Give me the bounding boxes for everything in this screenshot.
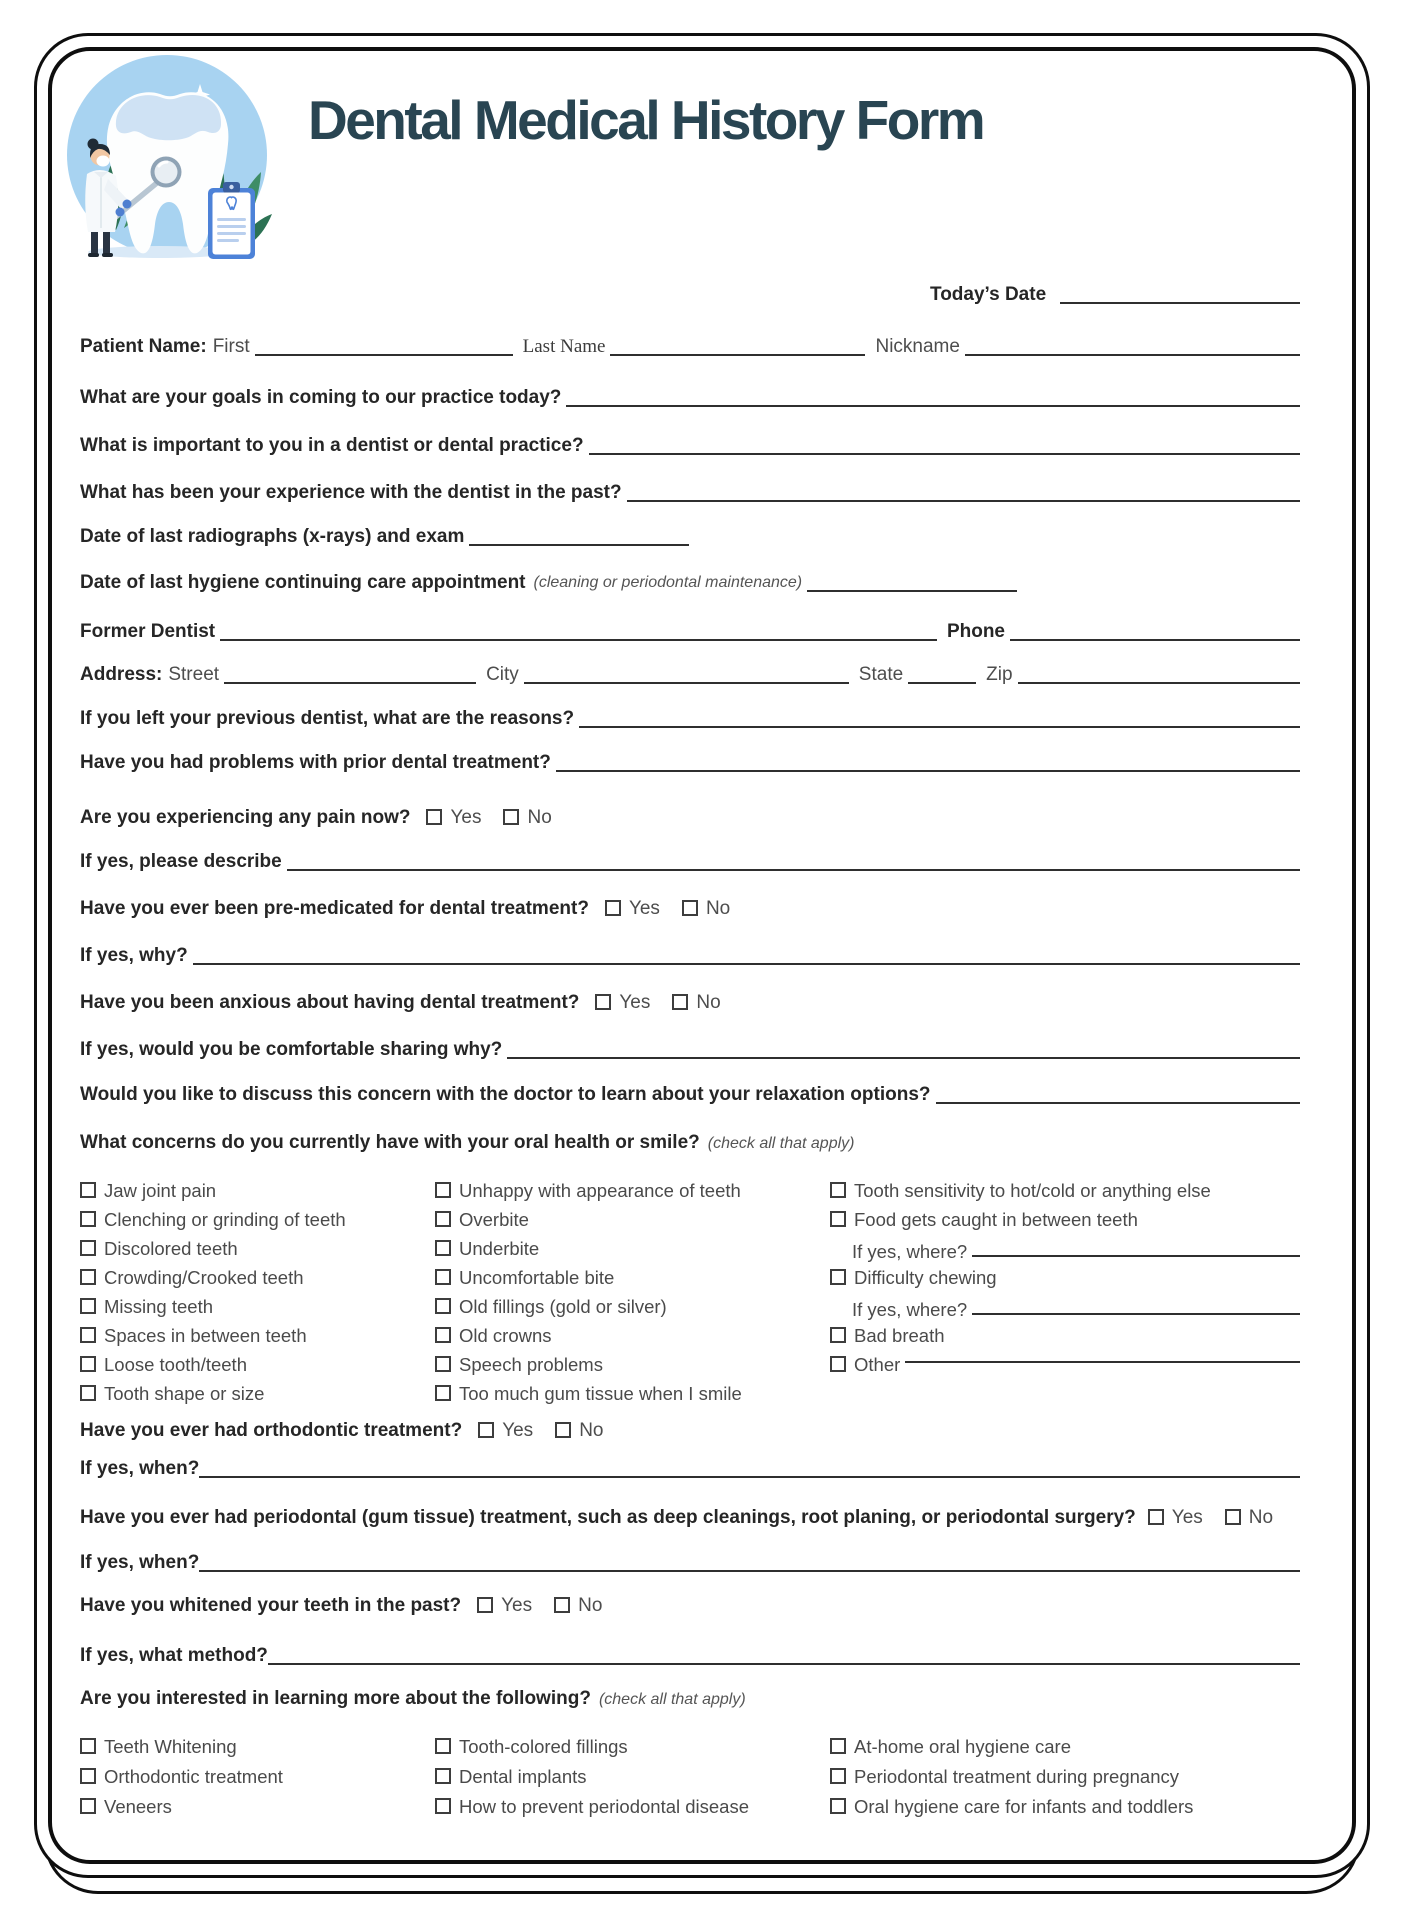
pain-no-option[interactable]: No: [503, 806, 551, 830]
phone-label: Phone: [946, 621, 1005, 642]
left-reasons-field[interactable]: [579, 725, 1300, 728]
concerns-column-2: [435, 1176, 830, 1408]
no-checkbox[interactable]: [1225, 1509, 1241, 1525]
anxious-label: Have you been anxious about having dental treatment?: [80, 992, 580, 1013]
state-label: State: [858, 664, 904, 685]
concern-checkbox[interactable]: [435, 1385, 451, 1401]
anxious-why-field[interactable]: [507, 1056, 1300, 1059]
patient-name-label: Patient Name:: [80, 336, 207, 357]
interest-item: [830, 1732, 1300, 1762]
interest-label: Veneers: [104, 1796, 172, 1817]
orthodontic-label: Have you ever had orthodontic treatment?: [80, 1420, 463, 1441]
no-checkbox[interactable]: [682, 900, 698, 916]
concern-checkbox[interactable]: [80, 1182, 96, 1198]
yes-checkbox[interactable]: [477, 1597, 493, 1613]
concern-label: Speech problems: [459, 1353, 603, 1375]
concern-label: Underbite: [459, 1237, 540, 1259]
prior-problems-field[interactable]: [556, 769, 1300, 772]
concerns-note: (check all that apply): [707, 1135, 855, 1152]
perio-yes-option[interactable]: Yes: [1148, 1506, 1203, 1530]
interested-note: (check all that apply): [598, 1691, 746, 1708]
interest-item: [80, 1762, 435, 1792]
relaxation-row: [80, 1083, 1300, 1107]
relaxation-label: Would you like to discuss this concern with the doctor to learn about your relaxation options?: [80, 1084, 931, 1105]
where-field[interactable]: [972, 1312, 1300, 1315]
interest-checkbox[interactable]: [830, 1768, 846, 1784]
periodontal-label: Have you ever had periodontal (gum tissue) treatment, such as deep cleanings, root planing, or periodontal surgery?: [80, 1507, 1136, 1528]
concern-checkbox[interactable]: [80, 1298, 96, 1314]
concern-checkbox[interactable]: [830, 1356, 846, 1372]
concern-label: Tooth shape or size: [104, 1382, 265, 1404]
concern-item-other: [830, 1350, 1300, 1379]
concern-label: Unhappy with appearance of teeth: [459, 1179, 741, 1201]
premed-no-option[interactable]: No: [682, 897, 730, 921]
goals-field[interactable]: [566, 404, 1300, 407]
zip-label: Zip: [986, 664, 1013, 685]
anxious-row: [80, 991, 1300, 1015]
concern-item: [435, 1176, 830, 1205]
whiten-method-label: If yes, what method?: [80, 1645, 268, 1666]
concern-label: Crowding/Crooked teeth: [104, 1266, 304, 1288]
yes-checkbox[interactable]: [595, 994, 611, 1010]
concern-checkbox[interactable]: [80, 1327, 96, 1343]
no-checkbox[interactable]: [672, 994, 688, 1010]
interest-label: Periodontal treatment during pregnancy: [854, 1766, 1179, 1787]
interest-checkbox[interactable]: [80, 1768, 96, 1784]
hygiene-note: (cleaning or periodontal maintenance): [533, 574, 803, 591]
city-field[interactable]: [524, 681, 849, 684]
dentist-illustration: [50, 52, 287, 262]
interest-label: At-home oral hygiene care: [854, 1736, 1071, 1757]
whitened-yes-option[interactable]: Yes: [477, 1594, 532, 1618]
hygiene-field[interactable]: [807, 589, 1017, 592]
premed-why-row: [80, 944, 1300, 968]
interested-heading: Are you interested in learning more about the following?: [80, 1688, 591, 1709]
interest-checkbox[interactable]: [830, 1798, 846, 1814]
interested-heading-row: [80, 1687, 1300, 1712]
no-checkbox[interactable]: [555, 1422, 571, 1438]
whitened-label: Have you whitened your teeth in the past?: [80, 1595, 462, 1616]
orthodontic-row: [80, 1419, 1300, 1443]
concerns-grid: [80, 1176, 1300, 1408]
goals-row: [80, 386, 1300, 410]
interest-checkbox[interactable]: [435, 1798, 451, 1814]
interest-item: [435, 1792, 830, 1822]
concern-checkbox[interactable]: [435, 1211, 451, 1227]
concern-label: Other: [854, 1353, 901, 1375]
concerns-heading: What concerns do you currently have with your oral health or smile?: [80, 1132, 700, 1153]
prior-problems-label: Have you had problems with prior dental treatment?: [80, 752, 551, 773]
experience-label: What has been your experience with the dentist in the past?: [80, 482, 622, 503]
clipboard-icon: [208, 182, 255, 259]
left-reasons-row: [80, 707, 1300, 731]
todays-date-field[interactable]: [1060, 301, 1300, 304]
yes-checkbox[interactable]: [1148, 1509, 1164, 1525]
interest-checkbox[interactable]: [435, 1738, 451, 1754]
interested-column-3: [830, 1732, 1300, 1822]
interest-item: [80, 1792, 435, 1822]
last-name-field[interactable]: [610, 353, 865, 356]
interest-checkbox[interactable]: [80, 1798, 96, 1814]
concern-checkbox[interactable]: [80, 1356, 96, 1372]
first-name-label: First: [212, 336, 250, 357]
former-dentist-label: Former Dentist: [80, 621, 216, 642]
interest-item: [435, 1732, 830, 1762]
pain-now-row: [80, 806, 1300, 830]
whitened-row: [80, 1594, 1300, 1618]
concern-label: Difficulty chewing: [854, 1266, 997, 1288]
concern-item: [80, 1350, 435, 1379]
address-row: [80, 663, 1300, 687]
concern-checkbox[interactable]: [435, 1269, 451, 1285]
interest-item: [830, 1792, 1300, 1822]
yes-checkbox[interactable]: [605, 900, 621, 916]
whitened-no-option[interactable]: No: [554, 1594, 602, 1618]
concern-item: [830, 1321, 1300, 1350]
concern-item: [80, 1321, 435, 1350]
prior-problems-row: [80, 751, 1300, 775]
important-row: [80, 434, 1300, 458]
experience-row: [80, 481, 1300, 505]
concern-item: [435, 1263, 830, 1292]
concern-item: [80, 1292, 435, 1321]
no-checkbox[interactable]: [554, 1597, 570, 1613]
interested-column-1: [80, 1732, 435, 1822]
premed-why-label: If yes, why?: [80, 945, 188, 966]
concern-checkbox[interactable]: [80, 1240, 96, 1256]
important-label: What is important to you in a dentist or dental practice?: [80, 435, 584, 456]
premed-yes-option[interactable]: Yes: [605, 897, 660, 921]
interest-checkbox[interactable]: [830, 1738, 846, 1754]
concern-label: Old crowns: [459, 1324, 552, 1346]
concern-item: [80, 1205, 435, 1234]
other-field[interactable]: [905, 1360, 1300, 1363]
concern-item: [830, 1205, 1300, 1234]
perio-when-field[interactable]: [199, 1569, 1300, 1572]
concern-item: [435, 1234, 830, 1263]
interested-column-2: [435, 1732, 830, 1822]
street-field[interactable]: [224, 681, 476, 684]
interest-label: Teeth Whitening: [104, 1736, 237, 1757]
concern-label: Missing teeth: [104, 1295, 213, 1317]
radiographs-field[interactable]: [469, 543, 689, 546]
first-name-field[interactable]: [255, 353, 513, 356]
concern-checkbox[interactable]: [435, 1240, 451, 1256]
anxious-why-label: If yes, would you be comfortable sharing why?: [80, 1039, 503, 1060]
ortho-yes-option[interactable]: Yes: [478, 1419, 533, 1443]
concern-checkbox[interactable]: [830, 1182, 846, 1198]
interest-item: [830, 1762, 1300, 1792]
perio-when-row: [80, 1551, 1300, 1575]
if-yes-where-label: If yes, where?: [852, 1241, 968, 1262]
perio-when-label: If yes, when?: [80, 1552, 200, 1573]
goals-label: What are your goals in coming to our practice today?: [80, 387, 562, 408]
radiographs-label: Date of last radiographs (x-rays) and exam: [80, 526, 465, 547]
ortho-no-option[interactable]: No: [555, 1419, 603, 1443]
street-label: Street: [168, 664, 220, 685]
ortho-when-field[interactable]: [199, 1475, 1300, 1478]
ortho-when-row: [80, 1457, 1300, 1481]
yes-checkbox[interactable]: [478, 1422, 494, 1438]
premed-why-field[interactable]: [193, 962, 1300, 965]
concern-checkbox[interactable]: [435, 1356, 451, 1372]
concern-item: [80, 1379, 435, 1408]
experience-field[interactable]: [627, 499, 1300, 502]
concern-label: Spaces in between teeth: [104, 1324, 307, 1346]
page-title: Dental Medical History Form: [308, 89, 984, 151]
pain-describe-row: [80, 850, 1300, 874]
concern-label: Loose tooth/teeth: [104, 1353, 247, 1375]
concern-item: [435, 1292, 830, 1321]
interest-checkbox[interactable]: [435, 1768, 451, 1784]
premedicated-row: [80, 897, 1300, 921]
concern-label: Food gets caught in between teeth: [854, 1208, 1138, 1230]
concerns-column-3: [830, 1176, 1300, 1379]
no-checkbox[interactable]: [503, 809, 519, 825]
city-label: City: [486, 664, 519, 685]
address-label: Address:: [80, 664, 163, 685]
if-yes-where-row: [830, 1292, 1300, 1321]
concern-item: [435, 1350, 830, 1379]
former-dentist-field[interactable]: [220, 638, 937, 641]
radiographs-row: [80, 525, 1300, 549]
yes-checkbox[interactable]: [426, 809, 442, 825]
concern-item: [435, 1321, 830, 1350]
hygiene-row: [80, 571, 1300, 595]
last-name-label: Last Name: [522, 336, 606, 357]
relaxation-field[interactable]: [936, 1101, 1300, 1104]
concern-item: [830, 1176, 1300, 1205]
interest-checkbox[interactable]: [80, 1738, 96, 1754]
concern-label: Tooth sensitivity to hot/cold or anything else: [854, 1179, 1211, 1201]
periodontal-row: [80, 1506, 1300, 1530]
anxious-yes-option[interactable]: Yes: [595, 991, 650, 1015]
concern-label: Bad breath: [854, 1324, 945, 1346]
ortho-when-label: If yes, when?: [80, 1458, 200, 1479]
if-yes-where-label: If yes, where?: [852, 1299, 968, 1320]
zip-field[interactable]: [1018, 681, 1300, 684]
left-reasons-label: If you left your previous dentist, what are the reasons?: [80, 708, 575, 729]
concern-checkbox[interactable]: [830, 1327, 846, 1343]
anxious-why-row: [80, 1038, 1300, 1062]
concern-label: Old fillings (gold or silver): [459, 1295, 667, 1317]
whiten-method-field[interactable]: [268, 1662, 1300, 1665]
state-field[interactable]: [908, 681, 976, 684]
phone-field[interactable]: [1010, 638, 1300, 641]
concern-item: [80, 1263, 435, 1292]
interest-label: Oral hygiene care for infants and toddlers: [854, 1796, 1194, 1817]
concern-item: [435, 1379, 830, 1408]
perio-no-option[interactable]: No: [1225, 1506, 1273, 1530]
concern-label: Discolored teeth: [104, 1237, 238, 1259]
interest-item: [435, 1762, 830, 1792]
concern-checkbox[interactable]: [435, 1182, 451, 1198]
todays-date-label: Today’s Date: [930, 284, 1047, 305]
anxious-no-option[interactable]: No: [672, 991, 720, 1015]
whiten-method-row: [80, 1644, 1300, 1668]
concern-checkbox[interactable]: [435, 1298, 451, 1314]
concern-checkbox[interactable]: [435, 1327, 451, 1343]
concern-label: Overbite: [459, 1208, 529, 1230]
concern-label: Too much gum tissue when I smile: [459, 1382, 742, 1404]
pain-yes-option[interactable]: Yes: [426, 806, 481, 830]
interest-label: Dental implants: [459, 1766, 587, 1787]
interested-grid: [80, 1732, 1300, 1822]
concern-label: Clenching or grinding of teeth: [104, 1208, 346, 1230]
nickname-field[interactable]: [965, 353, 1300, 356]
concern-checkbox[interactable]: [80, 1385, 96, 1401]
todays-date-row: [930, 283, 1300, 307]
if-yes-where-row: [830, 1234, 1300, 1263]
hygiene-label: Date of last hygiene continuing care appointment: [80, 572, 526, 593]
pain-describe-field[interactable]: [287, 868, 1300, 871]
patient-name-row: [80, 335, 1300, 359]
premedicated-label: Have you ever been pre-medicated for dental treatment?: [80, 898, 589, 919]
concern-item: [80, 1176, 435, 1205]
concern-item: [435, 1205, 830, 1234]
former-dentist-row: [80, 620, 1300, 644]
interest-label: Tooth-colored fillings: [459, 1736, 628, 1757]
concern-label: Uncomfortable bite: [459, 1266, 615, 1288]
pain-now-label: Are you experiencing any pain now?: [80, 807, 411, 828]
concern-item: [830, 1263, 1300, 1292]
concerns-heading-row: [80, 1131, 1300, 1156]
interest-label: How to prevent periodontal disease: [459, 1796, 750, 1817]
concern-checkbox[interactable]: [830, 1269, 846, 1285]
important-field[interactable]: [589, 452, 1300, 455]
where-field[interactable]: [972, 1254, 1300, 1257]
interest-label: Orthodontic treatment: [104, 1766, 283, 1787]
concerns-column-1: [80, 1176, 435, 1408]
interest-item: [80, 1732, 435, 1762]
concern-checkbox[interactable]: [830, 1211, 846, 1227]
concern-checkbox[interactable]: [80, 1211, 96, 1227]
concern-item: [80, 1234, 435, 1263]
concern-label: Jaw joint pain: [104, 1179, 217, 1201]
concern-checkbox[interactable]: [80, 1269, 96, 1285]
nickname-label: Nickname: [875, 336, 960, 357]
pain-describe-label: If yes, please describe: [80, 851, 282, 872]
